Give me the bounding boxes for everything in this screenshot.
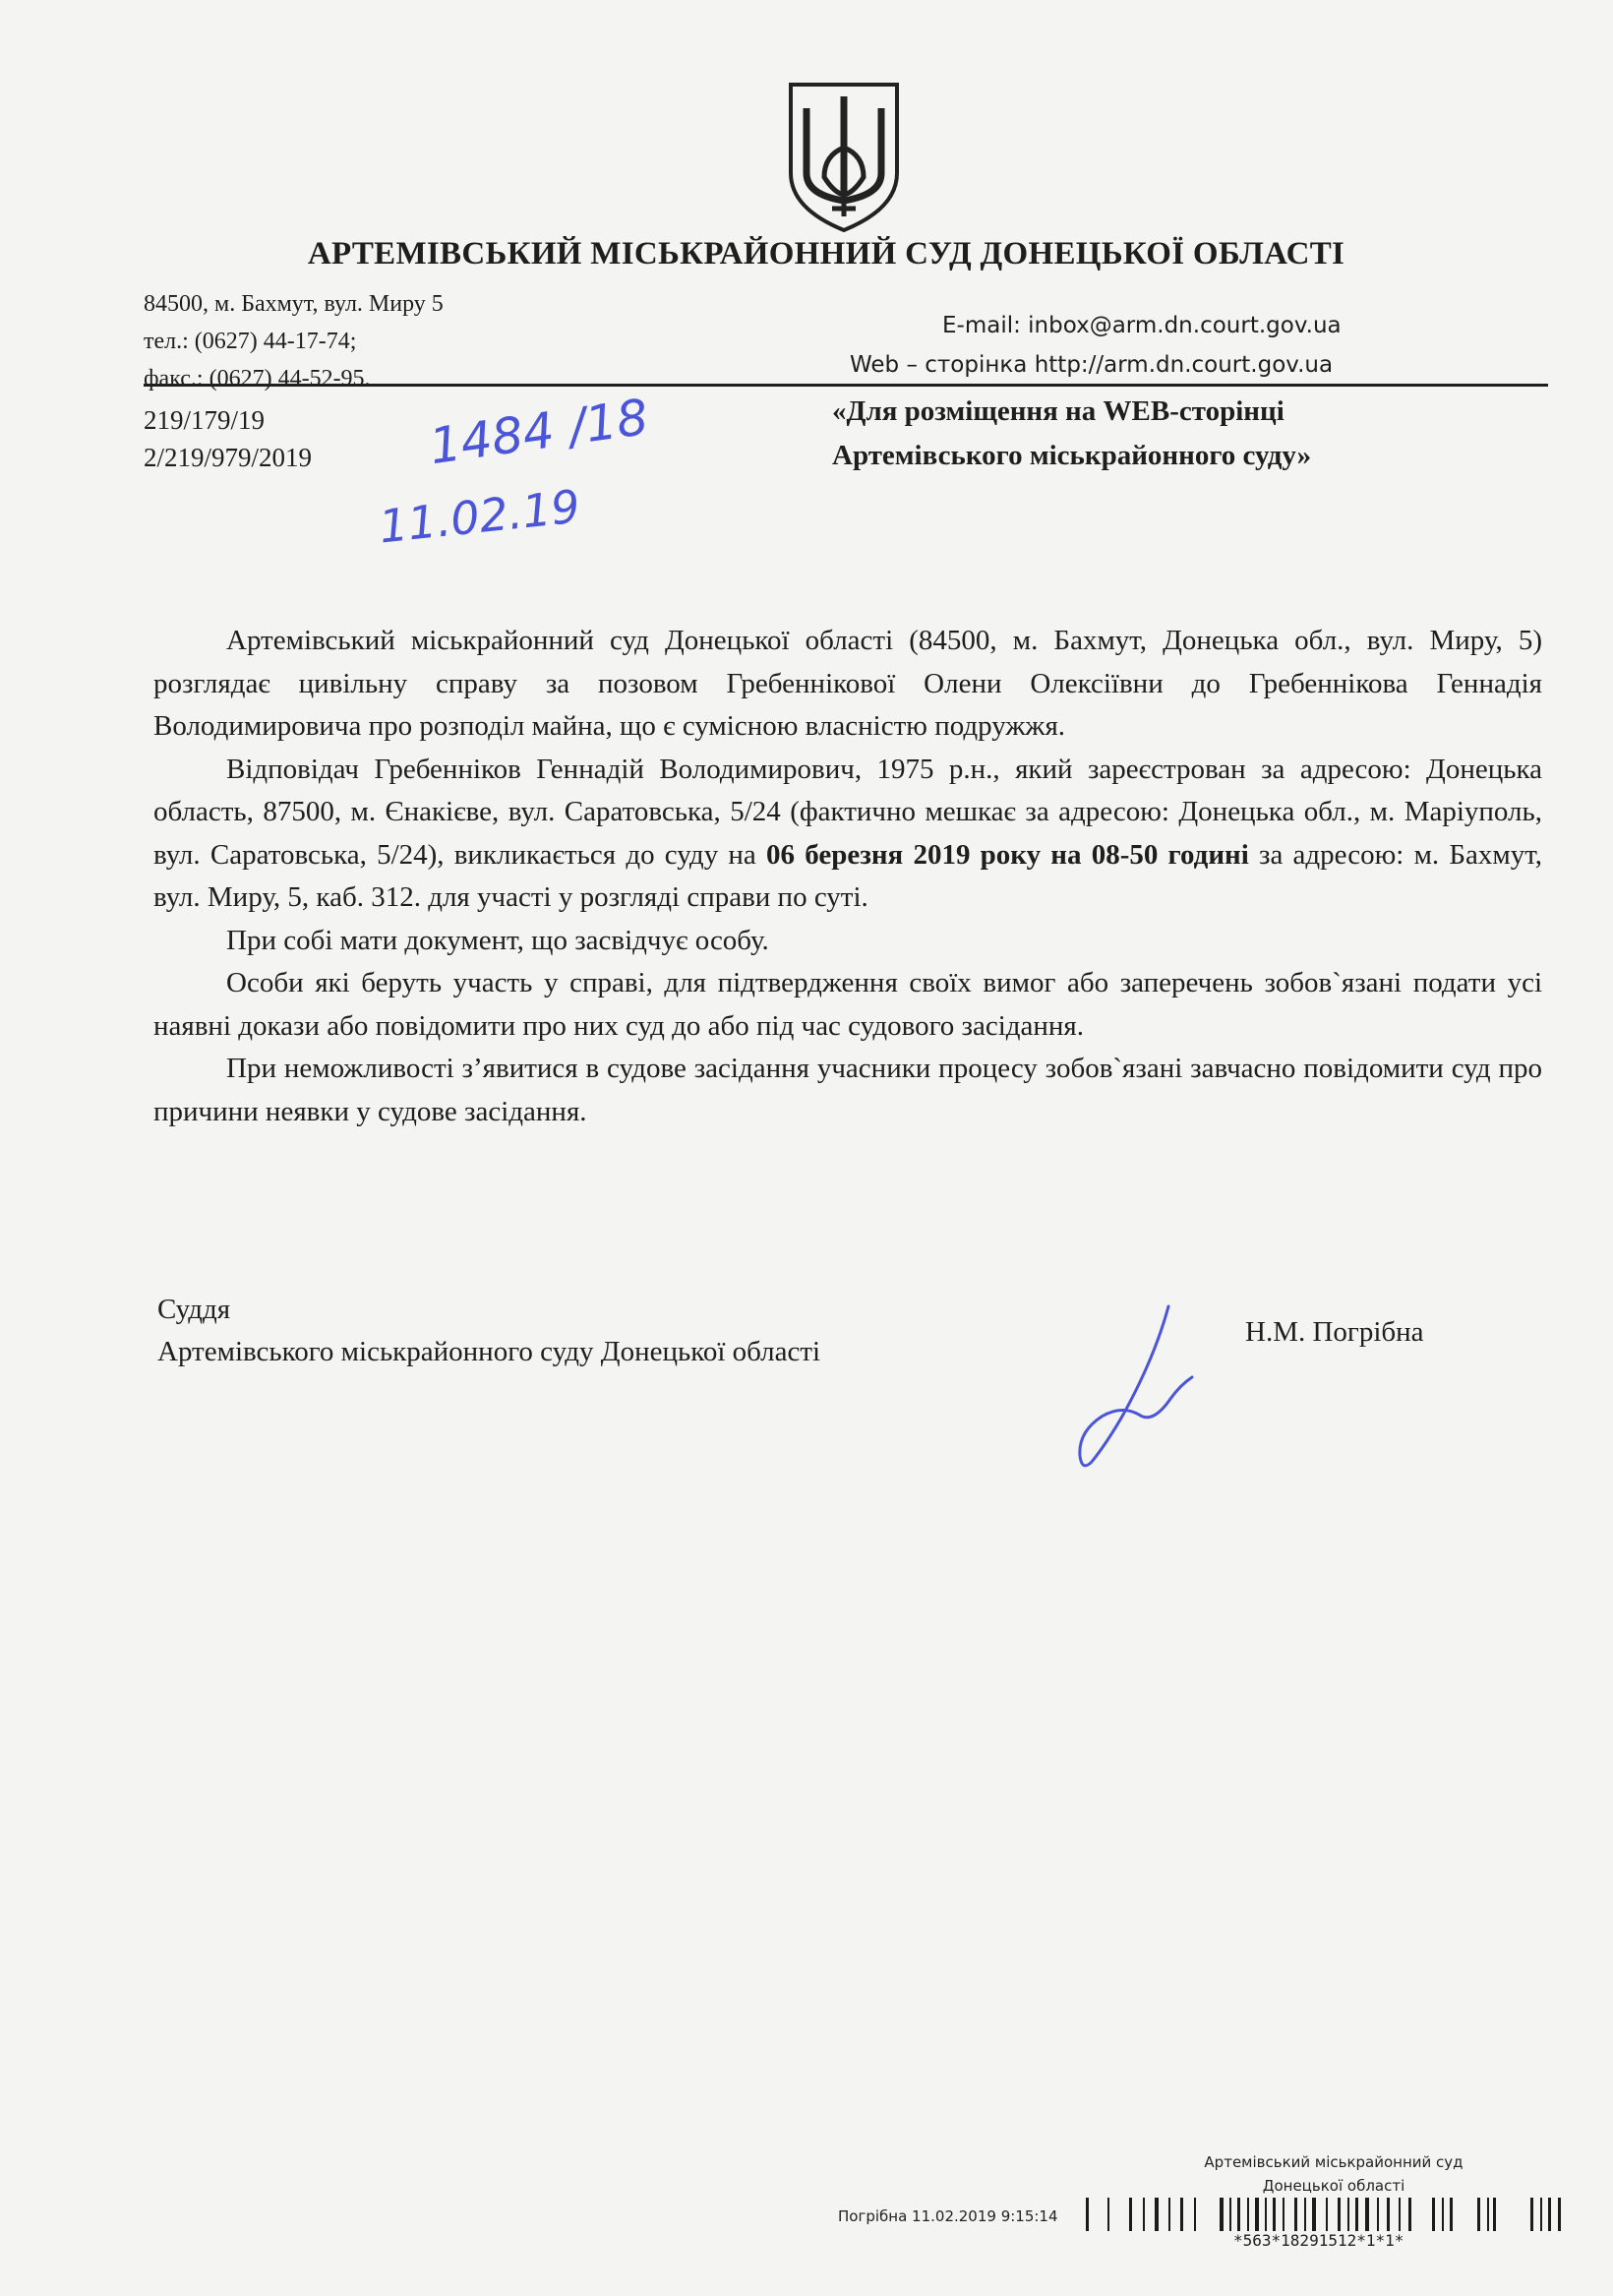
header-divider <box>144 384 1548 387</box>
paragraph-2-end: за адресою: м. Бахмут, вул. Миру, 5, каб. 312. для участі у розгляді справи по суті. <box>153 838 1542 913</box>
paragraph-5: При неможливості з’явитися в судове засідання учасники процесу зобов`язані завчасно повідомити суд про причини неявки у судове засідання. <box>153 1053 1542 1127</box>
paragraph-1: Артемівський міськрайонний суд Донецької області (84500, м. Бахмут, Донецька обл., вул. Миру, 5) розглядає цивільну справу за позовом Гребеннікової Олени Олексіївни до Гребеннікова Геннадія Володимировича про розподіл майна, що є сумісною власністю подружжя. <box>153 625 1542 742</box>
web-publication-note <box>832 390 1521 478</box>
web-note-line-2: Артемівського міськрайонного суду» <box>832 440 1312 471</box>
court-address: 84500, м. Бахмут, вул. Миру 5 <box>144 291 444 317</box>
court-fax: факс.: (0627) 44-52-95. <box>144 366 371 392</box>
stamp-court-line-1: Артемівський міськрайонний суд <box>1204 2153 1464 2171</box>
barcode-icon <box>1086 2198 1566 2231</box>
court-web: Web – сторінка http://arm.dn.court.gov.ua <box>850 352 1334 378</box>
handwritten-signature-icon <box>1023 1289 1220 1485</box>
registration-stamp <box>1176 2150 1491 2198</box>
stamp-signed-by: Погрібна 11.02.2019 9:15:14 <box>838 2207 1058 2225</box>
judge-title-line-2: Артемівського міськрайонного суду Донецької області <box>157 1336 821 1367</box>
stamp-court-line-2: Донецької області <box>1262 2177 1405 2195</box>
case-number-2: 2/219/979/2019 <box>144 443 313 472</box>
judge-title-line-1: Суддя <box>157 1294 231 1325</box>
court-email: E-mail: inbox@arm.dn.court.gov.ua <box>942 313 1342 338</box>
court-phone: тел.: (0627) 44-17-74; <box>144 329 357 354</box>
paragraph-3: При собі мати документ, що засвідчує особу. <box>226 924 769 956</box>
court-title: АРТЕМІВСЬКИЙ МІСЬКРАЙОННИЙ СУД ДОНЕЦЬКОЇ ОБЛАСТІ <box>307 236 1345 272</box>
handwritten-registration-number: 1484 /18 <box>426 388 652 476</box>
notice-body <box>153 620 1542 1133</box>
handwritten-date: 11.02.19 <box>376 479 583 554</box>
hearing-datetime: 06 березня 2019 року на 08-50 годині <box>766 838 1249 871</box>
trident-emblem-icon <box>783 79 905 234</box>
judge-title <box>157 1289 820 1373</box>
paragraph-4: Особи які беруть участь у справі, для підтвердження своїх вимог або заперечень зобов`язані подати усі наявні докази або повідомити про них суд до або під час судового засідання. <box>153 967 1542 1042</box>
web-note-line-1: «Для розміщення на WEB-сторінці <box>832 395 1284 427</box>
barcode-number: *563*18291512*1*1* <box>1233 2231 1404 2250</box>
paragraph-2 <box>153 749 1542 920</box>
paragraph-2-start: Відповідач Гребенніков Геннадій Володимирович, 1975 р.н., який зареєстрован за адресою: Донецька область, 87500, м. Єнакієве, вул. Саратовська, 5/24 (фактично мешкає за адресою: Донецька обл., м. Маріуполь, вул. Саратовська, 5/24), викликається до суду на <box>153 753 1542 871</box>
case-number-1: 219/179/19 <box>144 405 266 435</box>
judge-name: Н.М. Погрібна <box>1245 1316 1424 1348</box>
